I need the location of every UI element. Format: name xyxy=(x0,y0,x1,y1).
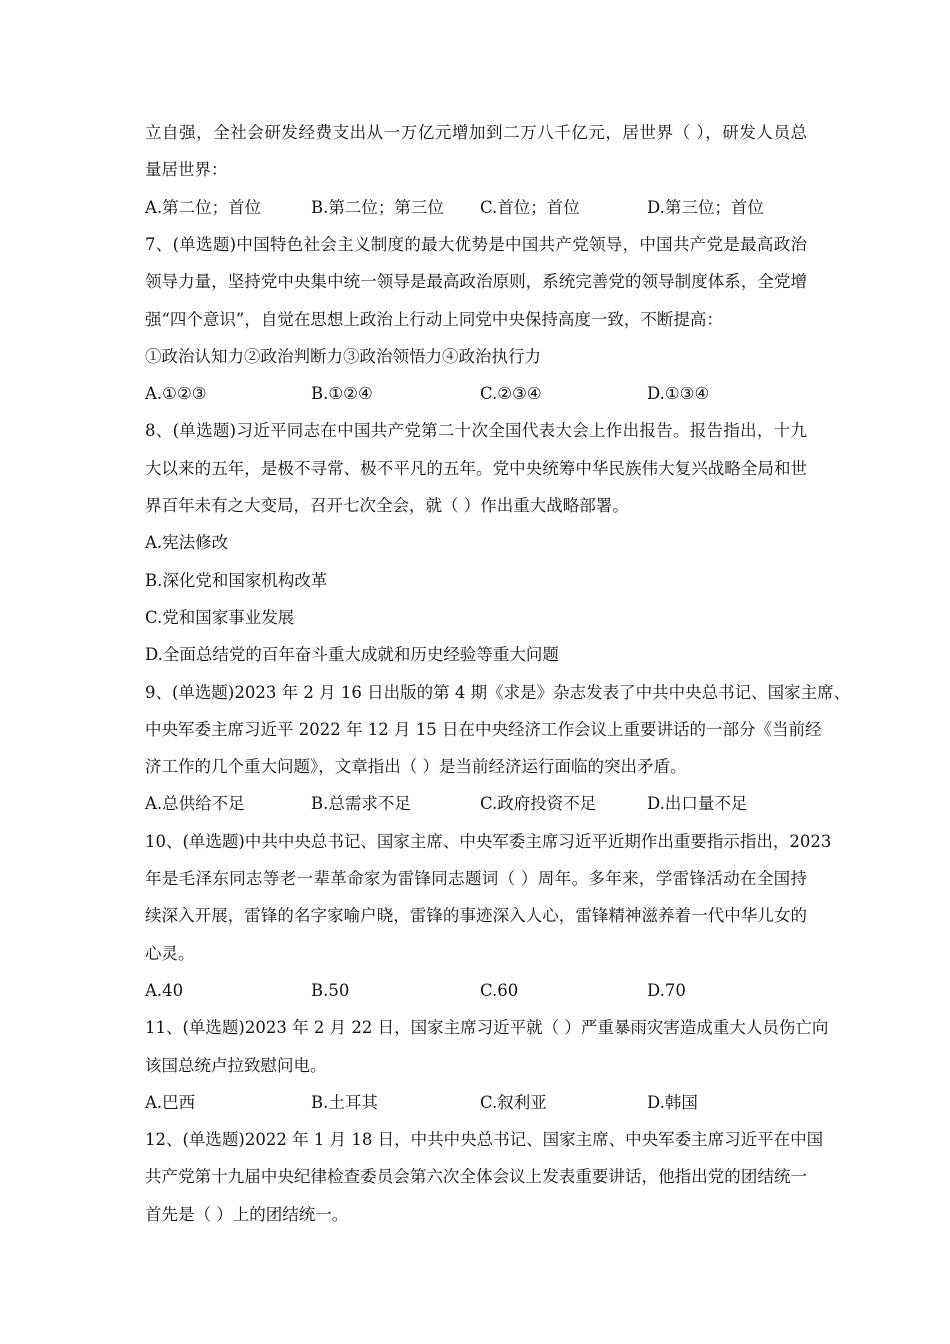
answer-option: A.宪法修改 xyxy=(145,533,229,552)
answer-option: B.第二位；第三位 xyxy=(311,198,444,217)
question-text-line: 7、(单选题)中国特色社会主义制度的最大优势是中国共产党领导，中国共产党是最高政治 xyxy=(145,235,807,254)
question-text-line: 9、(单选题)2023 年 2 月 16 日出版的第 4 期《求是》杂志发表了中共中央总书记、国家主席、 xyxy=(145,683,851,702)
answer-option: A.40 xyxy=(145,981,184,1000)
answer-options xyxy=(145,198,825,218)
question-text-line: 济工作的几个重大问题》，文章指出（ ）是当前经济运行面临的突出矛盾。 xyxy=(145,757,687,776)
question-text-line: 12、(单选题)2022 年 1 月 18 日，中共中央总书记、国家主席、中央军委主席习近平在中国 xyxy=(145,1130,824,1149)
question-text-line: 立自强，全社会研发经费支出从一万亿元增加到二万八千亿元，居世界（ ），研发人员总 xyxy=(145,123,807,142)
answer-option: A.巴西 xyxy=(145,1093,196,1112)
answer-option: B.总需求不足 xyxy=(311,794,411,813)
question-text-line: 心灵。 xyxy=(145,944,195,963)
answer-option: C.政府投资不足 xyxy=(480,794,597,813)
question-text-line: 界百年未有之大变局，召开七次全会，就（ ）作出重大战略部署。 xyxy=(145,496,629,515)
question-text-line: 领导力量，坚持党中央集中统一领导是最高政治原则，系统完善党的领导制度体系，全党增 xyxy=(145,272,807,291)
question-text-line: 续深入开展，雷锋的名字家喻户晓，雷锋的事迹深入人心，雷锋精神滋养着一代中华儿女的 xyxy=(145,906,807,925)
answer-option: D.出口量不足 xyxy=(647,794,748,813)
answer-option: C.党和国家事业发展 xyxy=(145,608,295,627)
answer-options xyxy=(145,384,825,404)
question-text-line: 大以来的五年，是极不寻常、极不平凡的五年。党中央统筹中华民族伟大复兴战略全局和世 xyxy=(145,459,807,478)
answer-option: D.第三位；首位 xyxy=(647,198,764,217)
answer-option: B.深化党和国家机构改革 xyxy=(145,571,328,590)
question-text-line: 共产党第十九届中央纪律检查委员会第六次全体会议上发表重要讲话，他指出党的团结统一 xyxy=(145,1167,807,1186)
question-text-line: 年是毛泽东同志等老一辈革命家为雷锋同志题词（ ）周年。多年来，学雷锋活动在全国持 xyxy=(145,869,807,888)
question-text-line: 10、(单选题)中共中央总书记、国家主席、中央军委主席习近平近期作出重要指示指出，2023 xyxy=(145,832,832,851)
answer-option: D.①③④ xyxy=(647,384,710,403)
answer-options xyxy=(145,794,825,814)
answer-option: A.①②③ xyxy=(145,384,207,403)
answer-option: B.50 xyxy=(311,981,350,1000)
question-text-line: 量居世界： xyxy=(145,160,228,179)
answer-option: C.60 xyxy=(480,981,519,1000)
answer-option: D.70 xyxy=(647,981,686,1000)
answer-option: C.②③④ xyxy=(480,384,542,403)
answer-option: C.叙利亚 xyxy=(480,1093,547,1112)
question-text-line: 强“四个意识”，自觉在思想上政治上行动上同党中央保持高度一致，不断提高： xyxy=(145,310,723,329)
question-text-line: 8、(单选题)习近平同志在中国共产党第二十次全国代表大会上作出报告。报告指出，十九 xyxy=(145,421,807,440)
answer-option: D.全面总结党的百年奋斗重大成就和历史经验等重大问题 xyxy=(145,645,559,664)
answer-options xyxy=(145,1093,825,1113)
answer-option: C.首位；首位 xyxy=(480,198,580,217)
answer-option: A.总供给不足 xyxy=(145,794,245,813)
answer-option: B.①②④ xyxy=(311,384,373,403)
answer-option: A.第二位；首位 xyxy=(145,198,262,217)
question-text-line: 中央军委主席习近平 2022 年 12 月 15 日在中央经济工作会议上重要讲话的一部分《当前经 xyxy=(145,720,822,739)
answer-option: B.土耳其 xyxy=(311,1093,378,1112)
question-text-line: 该国总统卢拉致慰问电。 xyxy=(145,1056,327,1075)
answer-options xyxy=(145,981,825,1001)
question-text-line: ①政治认知力②政治判断力③政治领悟力④政治执行力 xyxy=(145,347,541,366)
answer-option: D.韩国 xyxy=(647,1093,698,1112)
question-text-line: 首先是（ ）上的团结统一。 xyxy=(145,1205,349,1224)
question-text-line: 11、(单选题)2023 年 2 月 22 日，国家主席习近平就（ ）严重暴雨灾害造成重大人员伤亡向 xyxy=(145,1018,829,1037)
